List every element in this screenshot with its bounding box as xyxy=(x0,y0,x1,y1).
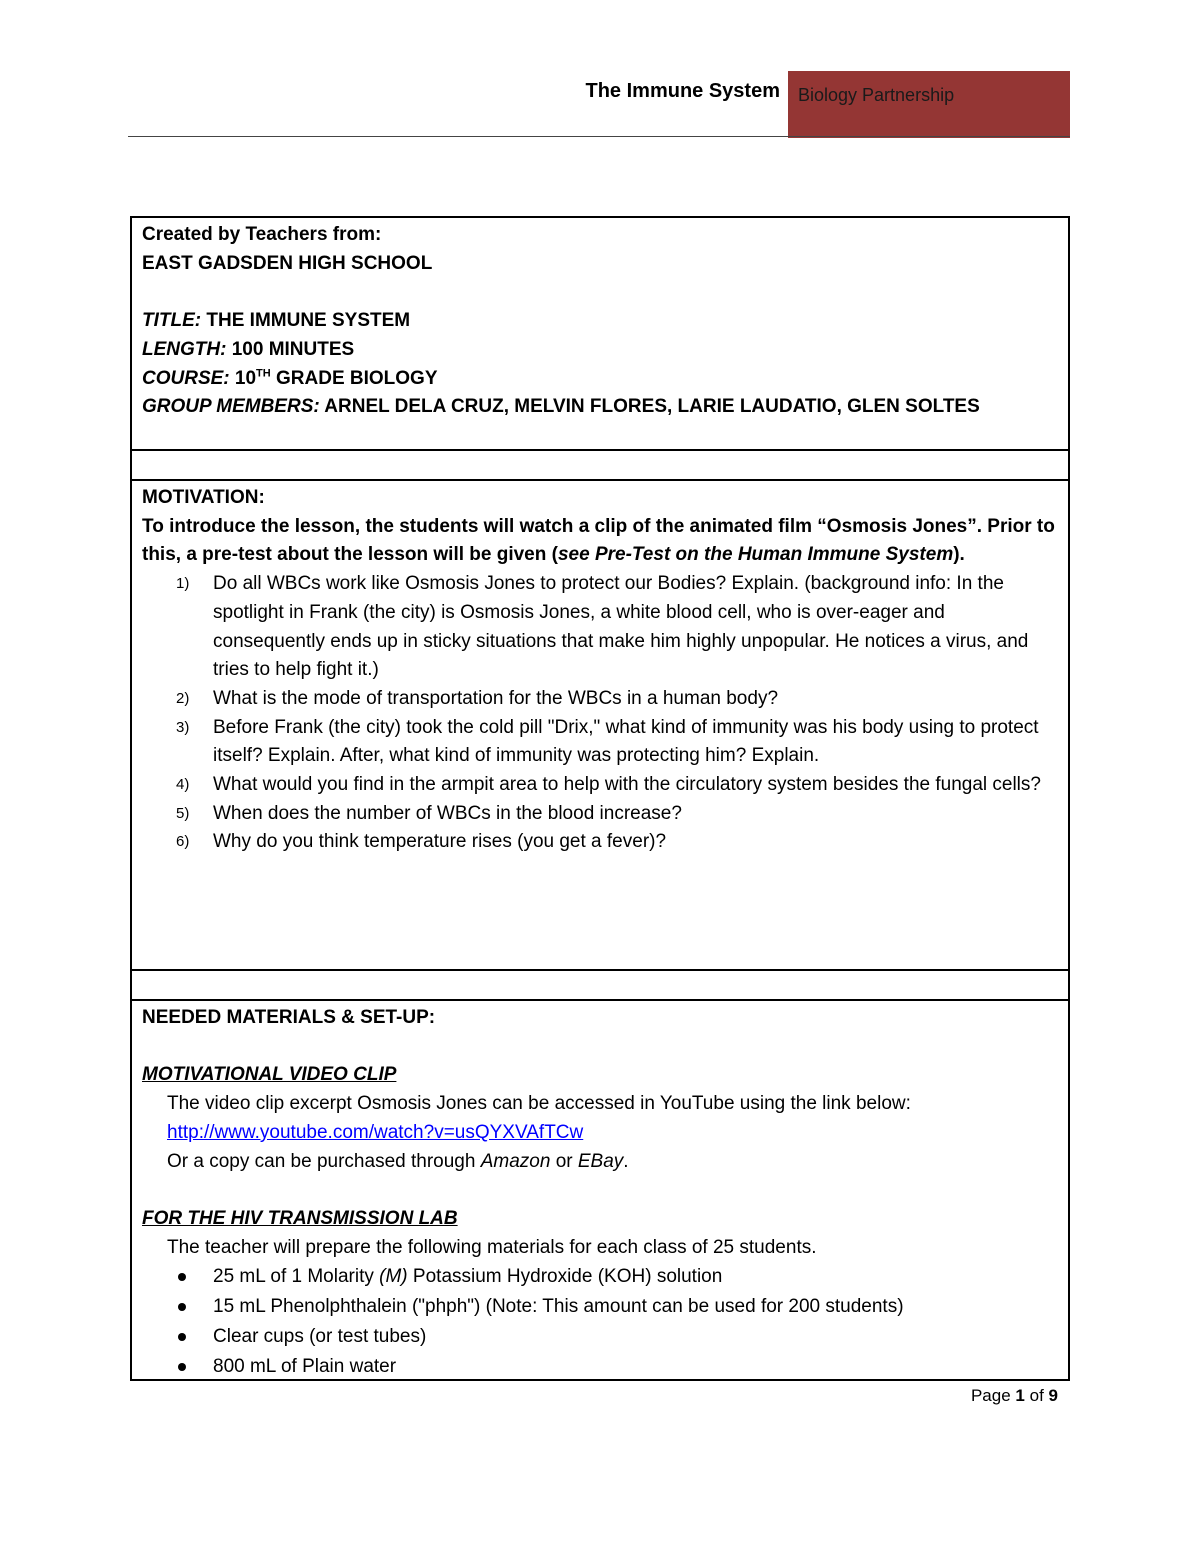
purchase-text: Or a copy can be purchased through Amazon or EBay. xyxy=(167,1150,629,1172)
group-row xyxy=(142,393,1058,422)
intro-cell xyxy=(132,218,1068,451)
lab-heading: FOR THE HIV TRANSMISSION LAB xyxy=(142,1207,458,1229)
bullet-icon xyxy=(178,1333,186,1341)
youtube-link[interactable]: http://www.youtube.com/watch?v=usQYXVAfTCw xyxy=(167,1121,584,1143)
list-item: 1) Do all WBCs work like Osmosis Jones to protect our Bodies? Explain. (background info: In the spotlight in Frank (the city) is Osmosis Jones, a white blood cell, who is over-eager and consequently ends up in sticky situations that make him highly unpopular. He notices a virus, and tries to help fight it.) xyxy=(176,573,1029,681)
list-item: 2) What is the mode of transportation for the WBCs in a human body? xyxy=(176,687,779,709)
lab-intro: The teacher will prepare the following materials for each class of 25 students. xyxy=(167,1236,817,1258)
bullet-icon xyxy=(178,1273,186,1281)
school-name: EAST GADSDEN HIGH SCHOOL xyxy=(142,252,433,274)
motivation-cell xyxy=(132,481,1068,971)
spacer-row xyxy=(132,971,1068,1001)
video-clip-text: The video clip excerpt Osmosis Jones can be accessed in YouTube using the link below: xyxy=(167,1093,911,1115)
course-value: 10TH GRADE BIOLOGY xyxy=(234,367,438,389)
question-list xyxy=(142,570,1058,857)
video-clip-heading: MOTIVATIONAL VIDEO CLIP xyxy=(142,1064,397,1086)
course-label: COURSE: xyxy=(142,367,230,389)
materials-list xyxy=(142,1262,1058,1382)
list-item: 5) When does the number of WBCs in the blood increase? xyxy=(176,802,682,824)
title-value: THE IMMUNE SYSTEM xyxy=(206,310,411,332)
group-value: ARNEL DELA CRUZ, MELVIN FLORES, LARIE LAUDATIO, GLEN SOLTES xyxy=(324,396,980,418)
header-title: The Immune System xyxy=(585,80,780,102)
page-footer: Page 1 of 9 xyxy=(970,1386,1058,1405)
list-item: 800 mL of Plain water xyxy=(142,1352,1058,1382)
list-item: 15 mL Phenolphthalein ("phph") (Note: This amount can be used for 200 students) xyxy=(142,1292,1058,1322)
group-label: GROUP MEMBERS: xyxy=(142,396,320,418)
length-value: 100 MINUTES xyxy=(231,338,355,360)
list-item: 4) What would you find in the armpit area to help with the circulatory system besides the fungal cells? xyxy=(176,774,1041,796)
bullet-icon xyxy=(178,1303,186,1311)
spacer-row xyxy=(132,451,1068,481)
list-item: 25 mL of 1 Molarity (M) Potassium Hydroxide (KOH) solution xyxy=(142,1262,1058,1292)
materials-cell xyxy=(132,1001,1068,1379)
header-divider xyxy=(128,136,1070,137)
header-badge: Biology Partnership xyxy=(788,71,1070,138)
motivation-heading: MOTIVATION: xyxy=(142,487,265,508)
pretest-reference: see Pre-Test on the Human Immune System xyxy=(557,544,954,566)
lesson-table xyxy=(130,216,1070,1381)
length-label: LENGTH: xyxy=(142,338,227,360)
video-link-row xyxy=(142,1119,1058,1148)
bullet-icon xyxy=(178,1363,186,1371)
title-label: TITLE: xyxy=(142,310,202,332)
list-item: 6) Why do you think temperature rises (you get a fever)? xyxy=(176,831,667,853)
motivation-intro: To introduce the lesson, the students will watch a clip of the animated film “Osmosis Jones”. Prior to this, a pre-test about the lesson will be given (see Pre-Test on the Human Immune System). xyxy=(142,515,1055,566)
length-row xyxy=(142,336,1058,365)
materials-heading: NEEDED MATERIALS & SET-UP: xyxy=(142,1007,436,1028)
created-by-label: Created by Teachers from: xyxy=(142,224,382,245)
title-row xyxy=(142,307,1058,336)
course-row xyxy=(142,365,1058,394)
list-item: Clear cups (or test tubes) xyxy=(142,1322,1058,1352)
list-item: 3) Before Frank (the city) took the cold pill "Drix," what kind of immunity was his body using to protect itself? Explain. After, what kind of immunity was protecting him? Explain. xyxy=(176,716,1039,767)
